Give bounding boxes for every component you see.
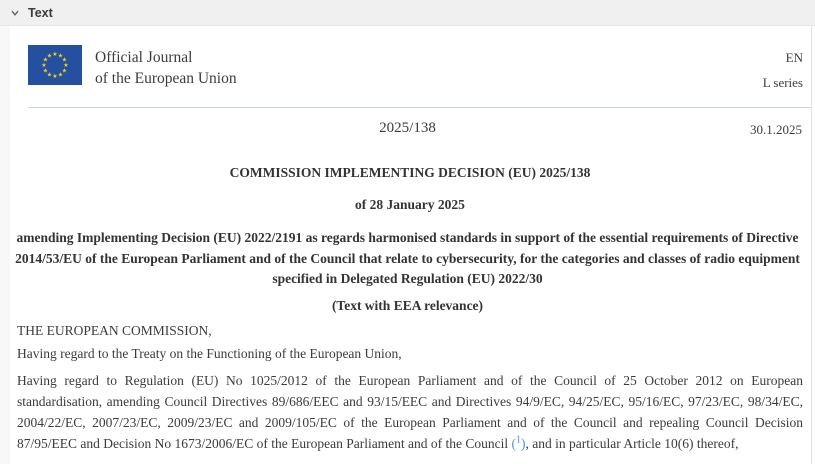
svg-text:★: ★ xyxy=(61,67,68,75)
doc-number-row xyxy=(0,120,815,137)
svg-text:★: ★ xyxy=(61,56,68,64)
doc-date: 30.1.2025 xyxy=(750,122,802,137)
citation-text-before: Having regard to Regulation (EU) No 1025/2012 of the European Parliament and of the Council of 25 October 2012 on European standardisation, amending Council Directives 89/686/EEC and 93/15/EEC and Directives 94/9/EC, 94/25/EC, 95/16/EC, 97/23/EC, 98/34/EC, 2004/22/EC, 2007/23/EC, 2009/23/EC and 2009/105/EC of the European Parliament and of the Council and repealing Council Decision 87/95/EEC and Decision No 1673/2006/EC of the European Parliament and of the Council xyxy=(17,372,803,451)
footnote-close-paren: ) xyxy=(521,435,526,451)
eea-relevance-note: (Text with EEA relevance) xyxy=(331,297,484,313)
language-code: EN xyxy=(785,50,803,65)
svg-text:★: ★ xyxy=(57,71,64,79)
masthead-right xyxy=(763,45,803,95)
journal-title xyxy=(95,45,237,95)
svg-text:★: ★ xyxy=(63,62,69,69)
journal-title-line2: of the European Union xyxy=(95,70,237,87)
text-section-header[interactable] xyxy=(0,0,815,26)
decision-title: COMMISSION IMPLEMENTING DECISION (EU) 2025/138 xyxy=(229,165,591,180)
footnote-open-paren: ( xyxy=(511,435,517,451)
document-view xyxy=(0,26,815,464)
decision-subject: amending Implementing Decision (EU) 2022/2191 as regards harmonised standards in support of the essential requirements of Directive 2014/53/EU of the European Parliament and of the Council that relate to cybersecurity, for the categories and classes of radio equipment specified in Delegated Regulation (EU) 2022/30 xyxy=(15,230,800,286)
citation-regulation xyxy=(17,370,803,454)
eu-flag-logo xyxy=(28,45,82,95)
journal-title-line1: Official Journal xyxy=(95,49,193,66)
citation-text-after: , and in particular Article 10(6) thereof, xyxy=(525,435,739,451)
masthead xyxy=(0,26,815,95)
svg-text:★: ★ xyxy=(46,52,53,60)
left-gutter xyxy=(0,26,10,464)
section-label: Text xyxy=(28,5,53,20)
chevron-down-icon xyxy=(10,8,20,18)
svg-text:★: ★ xyxy=(41,62,47,69)
series-label: L series xyxy=(762,75,803,90)
doc-number: 2025/138 xyxy=(379,120,436,136)
opening-phrase: THE EUROPEAN COMMISSION, xyxy=(17,322,212,338)
svg-text:★: ★ xyxy=(42,67,49,75)
svg-text:★: ★ xyxy=(42,56,49,64)
svg-text:★: ★ xyxy=(52,73,58,80)
svg-text:★: ★ xyxy=(52,51,58,58)
footnote-1-link[interactable] xyxy=(512,436,526,451)
decision-date-line: of 28 January 2025 xyxy=(355,197,465,212)
masthead-rule xyxy=(28,107,811,108)
citation-treaty: Having regard to the Treaty on the Functioning of the European Union, xyxy=(17,345,402,361)
svg-text:★: ★ xyxy=(46,71,53,79)
svg-text:★: ★ xyxy=(57,52,64,60)
footnote-marker: 1 xyxy=(516,434,522,445)
masthead-left xyxy=(28,45,237,95)
panel-right-border xyxy=(811,26,812,464)
